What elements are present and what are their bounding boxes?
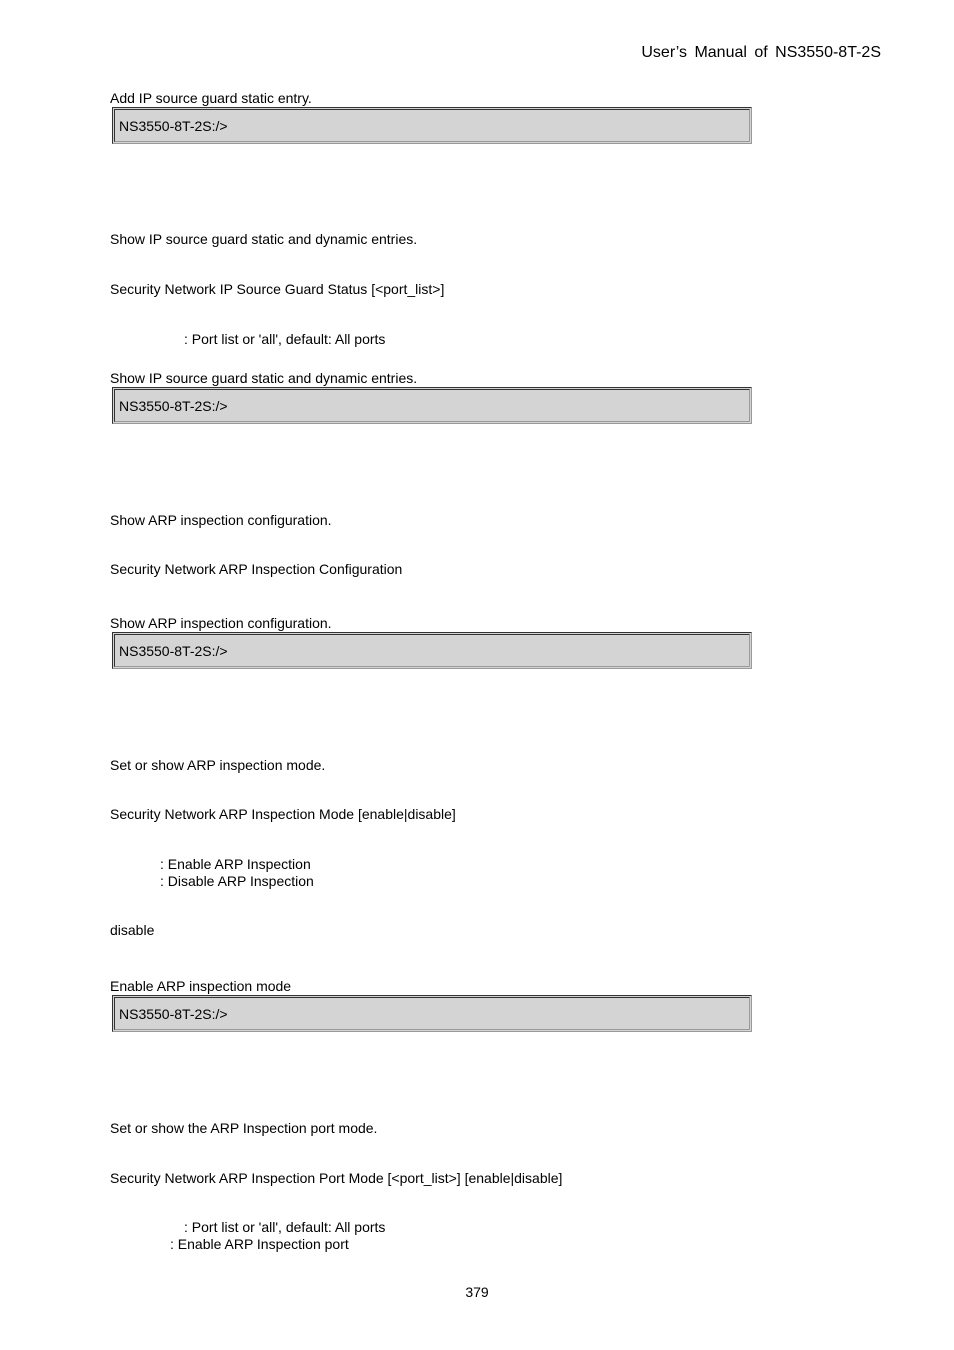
- console-box: [112, 107, 752, 144]
- command-syntax: Security Network ARP Inspection Mode [enable|disable]: [110, 806, 456, 822]
- page-header-title: User’s Manual of NS3550-8T-2S: [641, 44, 881, 61]
- console-prompt: NS3550-8T-2S:/>: [119, 1006, 228, 1022]
- example-caption: Add IP source guard static entry.: [110, 90, 312, 106]
- command-syntax: Security Network ARP Inspection Configuration: [110, 561, 403, 577]
- default-value: disable: [110, 922, 155, 938]
- console-box: [112, 632, 752, 669]
- page-number: 379: [465, 1284, 489, 1300]
- command-description: Show IP source guard static and dynamic entries.: [110, 231, 418, 247]
- console-prompt: NS3550-8T-2S:/>: [119, 643, 228, 659]
- parameter-port-list: : Port list or 'all', default: All ports: [184, 331, 386, 347]
- command-syntax: Security Network ARP Inspection Port Mode [<port_list>] [enable|disable]: [110, 1170, 563, 1186]
- example-caption: Enable ARP inspection mode: [110, 978, 292, 994]
- parameter-enable: : Enable ARP Inspection: [160, 856, 311, 872]
- parameter-port-list: : Port list or 'all', default: All ports: [184, 1219, 386, 1235]
- console-box: [112, 995, 752, 1032]
- console-box: [112, 387, 752, 424]
- console-prompt: NS3550-8T-2S:/>: [119, 118, 228, 134]
- example-caption: Show ARP inspection configuration.: [110, 615, 332, 631]
- parameter-enable: : Enable ARP Inspection port: [170, 1236, 349, 1252]
- command-syntax: Security Network IP Source Guard Status [<port_list>]: [110, 281, 445, 297]
- parameter-disable: : Disable ARP Inspection: [160, 873, 314, 889]
- example-caption: Show IP source guard static and dynamic entries.: [110, 370, 418, 386]
- console-prompt: NS3550-8T-2S:/>: [119, 398, 228, 414]
- command-description: Set or show the ARP Inspection port mode.: [110, 1120, 378, 1136]
- command-description: Show ARP inspection configuration.: [110, 512, 332, 528]
- command-description: Set or show ARP inspection mode.: [110, 757, 326, 773]
